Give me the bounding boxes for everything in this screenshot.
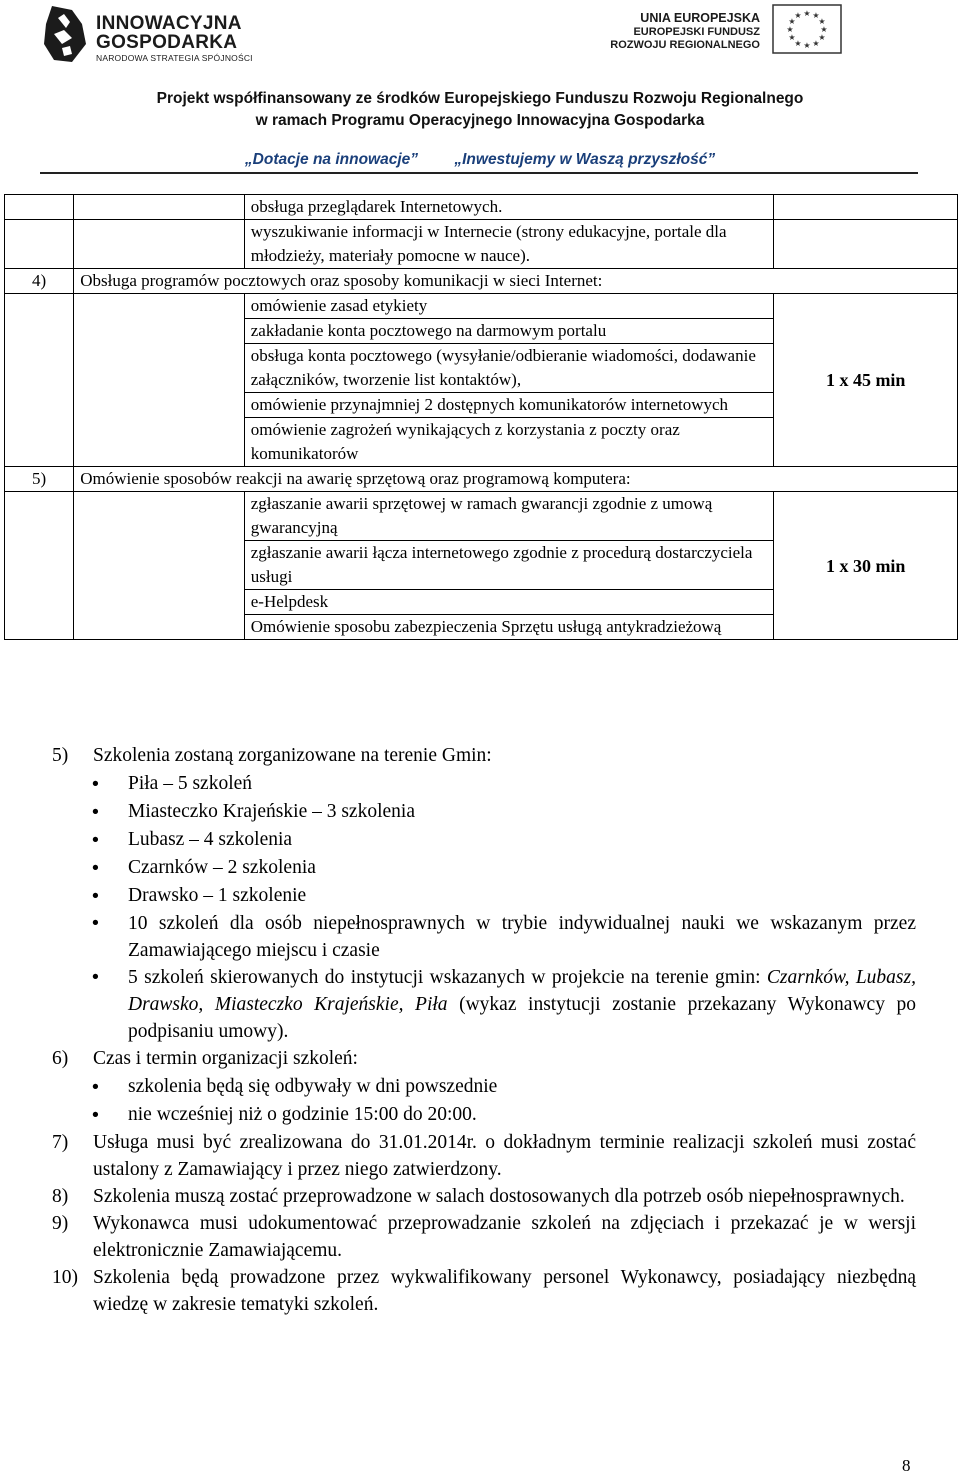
table-row: [5, 492, 958, 541]
topic-cell: zgłaszanie awarii sprzętowej w ramach gwarancji zgodnie z umową gwarancyjną: [244, 492, 774, 541]
logo-left-line1: INNOWACYJNA: [96, 13, 242, 34]
bullet-municipalities: Czarnków, Lubasz, Drawsko, Miasteczko Krajeńskie, Piła: [128, 967, 916, 1015]
svg-text:★: ★: [786, 25, 794, 34]
list-item: [52, 1129, 916, 1183]
topic-cell: omówienie zasad etykiety: [244, 294, 774, 319]
bullet-item: • nie wcześniej niż o godzinie 15:00 do 20:00.: [52, 1101, 916, 1129]
list-text: Czas i termin organizacji szkoleń:: [93, 1048, 358, 1069]
topic-cell: zakładanie konta pocztowego na darmowym portalu: [244, 319, 774, 344]
innowacyjna-gospodarka-logo-icon: [42, 4, 88, 64]
bullet-item: • szkolenia będą się odbywały w dni powszednie: [52, 1073, 916, 1101]
list-text: Wykonawca musi udokumentować przeprowadzanie szkoleń na zdjęciach i przekazać je w wersji elektronicznie Zamawiającemu.: [93, 1213, 916, 1261]
topic-cell: zgłaszanie awarii łącza internetowego zgodnie z procedurą dostarczyciela usługi: [244, 541, 774, 590]
list-item: [52, 1183, 916, 1210]
topic-cell: e-Helpdesk: [244, 590, 774, 615]
list-number: 8): [52, 1186, 69, 1207]
section-header-row: [5, 269, 958, 294]
topic-cell: Omówienie sposobu zabezpieczenia Sprzętu usługą antykradzieżową: [244, 615, 774, 640]
bullet-item: • Czarnków – 2 szkolenia: [52, 854, 916, 882]
slogan-inwestujemy: „Inwestujemy w Waszą przyszłość”: [454, 151, 716, 168]
bullet-item-institutions: [52, 964, 916, 1045]
list-item: [52, 1264, 916, 1318]
duration-cell: 1 x 45 min: [774, 294, 958, 467]
svg-text:★: ★: [820, 25, 828, 34]
section-header-row: [5, 467, 958, 492]
section-title: Obsługa programów pocztowych oraz sposoby komunikacji w sieci Internet:: [74, 269, 958, 294]
bullet-text: 5 szkoleń skierowanych do instytucji wskazanych w projekcie na terenie gmin:: [128, 967, 767, 988]
requirements-list: [52, 742, 916, 1318]
topic-cell: omówienie zagrożeń wynikających z korzystania z poczty oraz komunikatorów: [244, 418, 774, 467]
page-number: 8: [902, 1456, 911, 1475]
topic-cell: obsługa konta pocztowego (wysyłanie/odbieranie wiadomości, dodawanie załączników, tworzenie list kontaktów),: [244, 344, 774, 393]
bullet-text: (wykaz instytucji zostanie przekazany Wykonawcy po podpisaniu umowy).: [128, 994, 916, 1042]
section-number: 4): [5, 269, 74, 294]
list-item: [52, 1210, 916, 1264]
bullet-item: • Piła – 5 szkoleń: [52, 770, 916, 798]
list-number: 7): [52, 1132, 69, 1153]
list-text: Szkolenia będą prowadzone przez wykwalifikowany personel Wykonawcy, posiadający niezbędną wiedzę w zakresie tematyki szkoleń.: [93, 1267, 916, 1315]
topic-cell: omówienie przynajmniej 2 dostępnych komunikatorów internetowych: [244, 393, 774, 418]
eu-logo-line1: UNIA EUROPEJSKA: [640, 11, 760, 25]
bullet-item: • Drawsko – 1 szkolenie: [52, 882, 916, 910]
svg-text:★: ★: [812, 11, 820, 20]
section-number: 5): [5, 467, 74, 492]
bullet-item: • 10 szkoleń dla osób niepełnosprawnych w trybie indywidualnej nauki we wskazanym przez Zamawiającego miejscu i czasie: [52, 910, 916, 964]
list-text: Szkolenia muszą zostać przeprowadzone w salach dostosowanych dla potrzeb osób niepełnosprawnych.: [93, 1186, 905, 1207]
svg-text:★: ★: [788, 33, 796, 42]
eu-logo-text: [610, 10, 760, 52]
svg-text:★: ★: [812, 39, 820, 48]
list-number: 5): [52, 745, 69, 766]
training-schedule-table: [4, 194, 958, 640]
section-title: Omówienie sposobów reakcji na awarię sprzętową oraz programową komputera:: [74, 467, 958, 492]
topic-cell: obsługa przeglądarek Internetowych.: [244, 195, 774, 220]
topic-cell: wyszukiwanie informacji w Internecie (strony edukacyjne, portale dla młodzieży, materiały pomocne w nauce).: [244, 220, 774, 269]
svg-text:★: ★: [818, 33, 826, 42]
slogan-dotacje: „Dotacje na innowacje”: [244, 151, 419, 168]
list-text: Usługa musi być zrealizowana do 31.01.2014r. o dokładnym terminie realizacji szkoleń musi zostać ustalony z Zamawiający i przez niego zatwierdzony.: [93, 1132, 916, 1180]
list-item: [52, 742, 916, 770]
eu-logo-line2: EUROPEJSKI FUNDUSZ: [633, 26, 760, 38]
project-funding-line1: Projekt współfinansowany ze środków Europejskiego Funduszu Rozwoju Regionalnego: [156, 90, 804, 107]
svg-text:★: ★: [794, 39, 802, 48]
table-row: [5, 195, 958, 220]
list-text: Szkolenia zostaną zorganizowane na terenie Gmin:: [93, 745, 492, 766]
list-number: 6): [52, 1048, 69, 1069]
list-number: 9): [52, 1213, 69, 1234]
slogans: [0, 151, 960, 169]
innowacyjna-gospodarka-logo: [96, 14, 253, 64]
header-divider: [40, 172, 918, 174]
logo-left-line3: NARODOWA STRATEGIA SPÓJNOŚCI: [96, 53, 253, 63]
svg-text:★: ★: [803, 41, 811, 50]
list-number: 10): [52, 1267, 78, 1288]
eu-logo-line3: ROZWOJU REGIONALNEGO: [610, 39, 760, 51]
table-row: [5, 294, 958, 319]
bullet-item: • Miasteczko Krajeńskie – 3 szkolenia: [52, 798, 916, 826]
svg-text:★: ★: [788, 17, 796, 26]
table-row: [5, 220, 958, 269]
bullet-item: • Lubasz – 4 szkolenia: [52, 826, 916, 854]
duration-cell: 1 x 30 min: [774, 492, 958, 640]
logo-left-line2: GOSPODARKA: [96, 32, 238, 53]
list-item: [52, 1045, 916, 1073]
eu-flag-icon: [772, 4, 842, 54]
project-funding-line2: w ramach Programu Operacyjnego Innowacyjna Gospodarka: [255, 112, 705, 129]
svg-text:★: ★: [794, 11, 802, 20]
svg-text:★: ★: [803, 9, 811, 18]
svg-text:★: ★: [818, 17, 826, 26]
